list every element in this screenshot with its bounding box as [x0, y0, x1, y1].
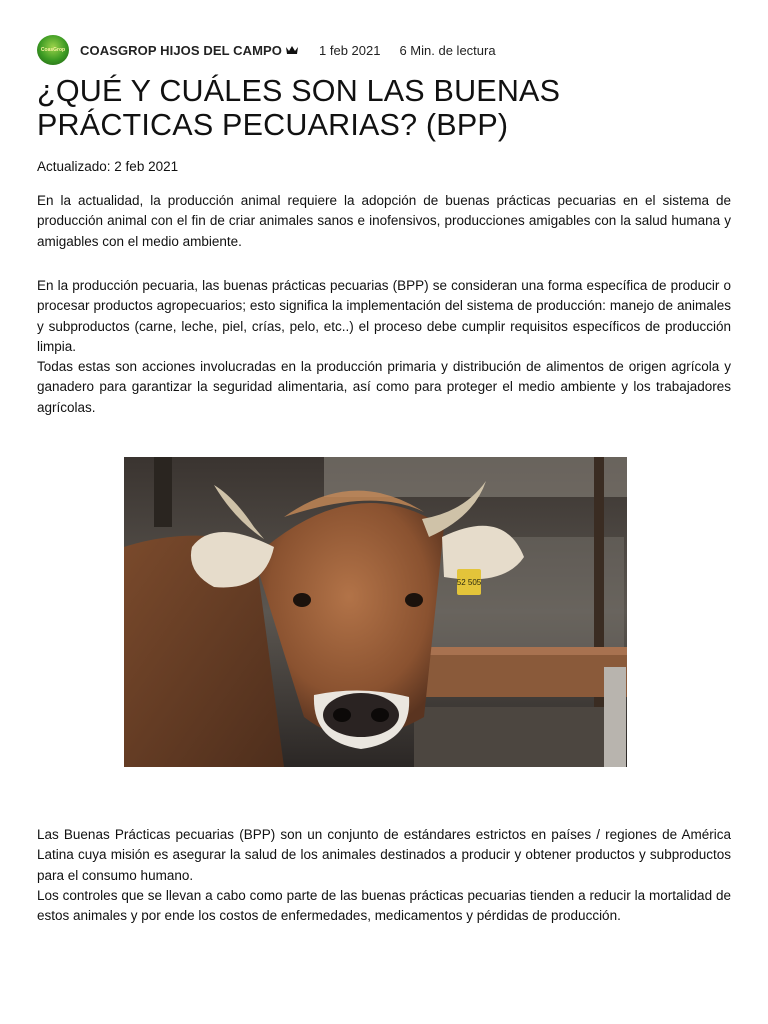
- post-title: ¿QUÉ Y CUÁLES SON LAS BUENAS PRÁCTICAS PECUARIAS? (BPP): [37, 74, 561, 142]
- paragraph-bpp-actions: Todas estas son acciones involucradas en la producción primaria y distribución de alimentos de origen agrícola y ganadero para garantizar la seguridad alimentaria, así como para proteger el medio ambiente y los trabajadores agrícolas.: [37, 359, 731, 415]
- cow-photo: [124, 457, 627, 767]
- paragraph-bpp-definition: En la producción pecuaria, las buenas prácticas pecuarias (BPP) se consideran una forma específica de producir o procesar productos agropecuarios; esto significa la implementación del sistema de producción: manejo de animales y subproductos (carne, leche, piel, crías, pelo, etc..) el proceso debe cumplir requisitos específicos de producción limpia.: [37, 278, 731, 354]
- read-time: 6 Min. de lectura: [399, 42, 496, 58]
- paragraph-group-2: [37, 276, 731, 418]
- author-name[interactable]: COASGROP HIJOS DEL CAMPO: [80, 42, 283, 58]
- post-date: 1 feb 2021: [319, 42, 381, 58]
- paragraph-intro: En la actualidad, la producción animal requiere la adopción de buenas prácticas pecuarias en el sistema de producción animal con el fin de criar animales sanos e inofensivos, producciones amigables con la salud humana y amigables con el medio ambiente.: [37, 193, 731, 249]
- paragraph-bpp-standards: Las Buenas Prácticas pecuarias (BPP) son un conjunto de estándares estrictos en países / regiones de América Latina cuya misión es asegurar la salud de los animales destinados a producir y obtener productos y subproductos para el consumo humano.: [37, 827, 731, 883]
- avatar[interactable]: [37, 35, 69, 65]
- ear-tag-number: 52 505: [456, 578, 482, 587]
- post-meta: [37, 34, 496, 66]
- updated-date: Actualizado: 2 feb 2021: [37, 159, 179, 174]
- crown-icon: [285, 45, 299, 55]
- paragraph-group-3: [37, 825, 731, 926]
- avatar-logo-text: CoasGrop: [40, 47, 66, 53]
- paragraph-bpp-controls: Los controles que se llevan a cabo como parte de las buenas prácticas pecuarias tienden a reducir la mortalidad de estos animales y por ende los costos de enfermedades, medicamentos y pérdidas de producción.: [37, 887, 731, 924]
